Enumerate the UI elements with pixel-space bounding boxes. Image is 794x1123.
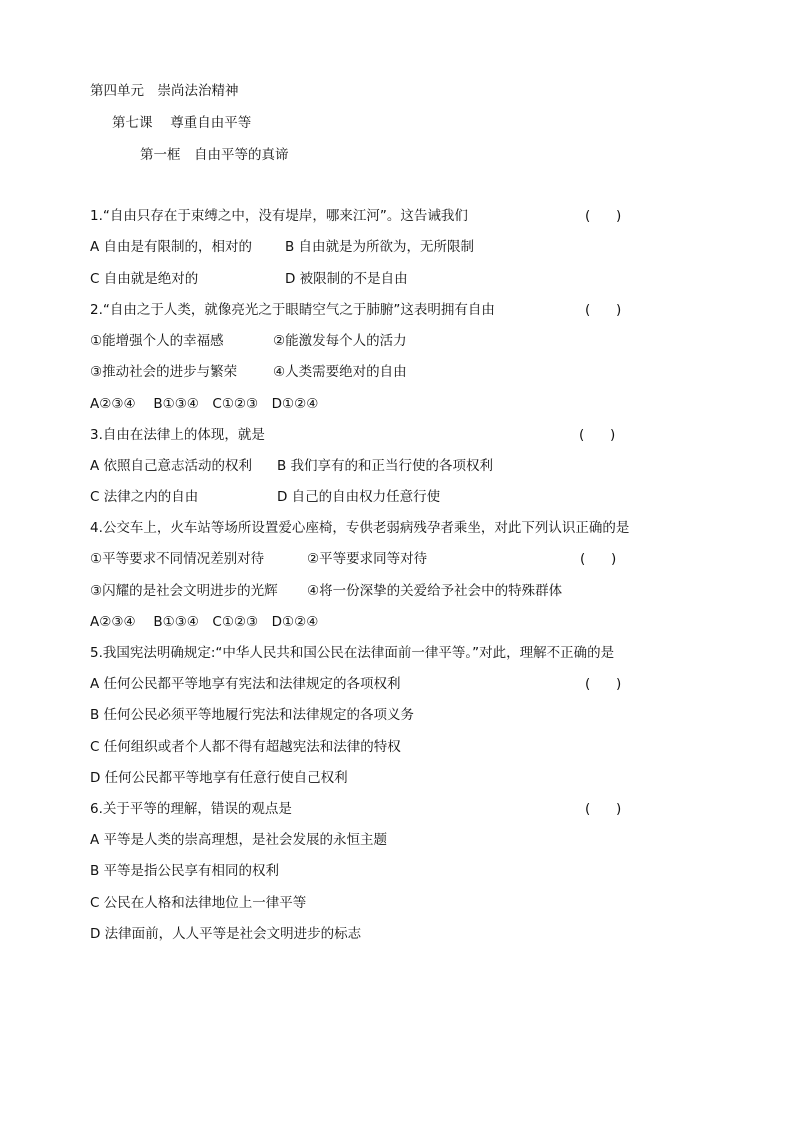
option: D 自己的自由权力任意行使 bbox=[277, 489, 441, 505]
answer-paren: ( ) bbox=[585, 302, 622, 318]
choice-row: A②③④ B①③④ C①②③ D①②④ bbox=[90, 396, 319, 412]
statement: ③推动社会的进步与繁荣 bbox=[90, 364, 238, 380]
question-1-stem: 1.“自由只存在于束缚之中，没有堤岸，哪来江河”。这告诫我们 bbox=[90, 208, 468, 224]
option: D 任何公民都平等地享有任意行使自己权利 bbox=[90, 770, 348, 786]
option: A 任何公民都平等地享有宪法和法律规定的各项权利 bbox=[90, 676, 401, 692]
option: B 自由就是为所欲为，无所限制 bbox=[285, 239, 475, 255]
question-2-stem: 2.“自由之于人类，就像亮光之于眼睛空气之于肺腑”这表明拥有自由 bbox=[90, 302, 495, 318]
choice-row: A②③④ B①③④ C①②③ D①②④ bbox=[90, 614, 319, 630]
option: C 法律之内的自由 bbox=[90, 489, 199, 505]
heading-unit: 第四单元 崇尚法治精神 bbox=[90, 83, 239, 99]
statement: ③闪耀的是社会文明进步的光辉 bbox=[90, 583, 278, 599]
option: B 我们享有的和正当行使的各项权利 bbox=[277, 458, 494, 474]
statement: ①能增强个人的幸福感 bbox=[90, 333, 224, 349]
option: C 任何组织或者个人都不得有超越宪法和法律的特权 bbox=[90, 739, 401, 755]
question-3-stem: 3.自由在法律上的体现，就是 bbox=[90, 427, 265, 443]
answer-paren: ( ) bbox=[585, 208, 622, 224]
statement: ①平等要求不同情况差别对待 bbox=[90, 551, 265, 567]
question-6-stem: 6.关于平等的理解，错误的观点是 bbox=[90, 801, 292, 817]
answer-paren: ( ) bbox=[579, 427, 616, 443]
option: D 法律面前，人人平等是社会文明进步的标志 bbox=[90, 926, 362, 942]
option: C 自由就是绝对的 bbox=[90, 271, 199, 287]
statement: ④将一份深挚的关爱给予社会中的特殊群体 bbox=[307, 583, 563, 599]
option: D 被限制的不是自由 bbox=[285, 271, 408, 287]
statement: ②能激发每个人的活力 bbox=[273, 333, 407, 349]
statement: ②平等要求同等对待 bbox=[307, 551, 428, 567]
statement: ④人类需要绝对的自由 bbox=[273, 364, 407, 380]
option: B 任何公民必须平等地履行宪法和法律规定的各项义务 bbox=[90, 707, 415, 723]
answer-paren: ( ) bbox=[580, 551, 617, 567]
option: A 平等是人类的崇高理想，是社会发展的永恒主题 bbox=[90, 832, 388, 848]
option: A 自由是有限制的，相对的 bbox=[90, 239, 253, 255]
option: A 依照自己意志活动的权利 bbox=[90, 458, 253, 474]
option: B 平等是指公民享有相同的权利 bbox=[90, 863, 280, 879]
question-4-stem: 4.公交车上，火车站等场所设置爱心座椅，专供老弱病残孕者乘坐，对此下列认识正确的是 bbox=[90, 520, 630, 536]
heading-lesson: 第七课 尊重自由平等 bbox=[112, 115, 252, 131]
heading-section: 第一框 自由平等的真谛 bbox=[140, 147, 289, 163]
question-5-stem: 5.我国宪法明确规定:“中华人民共和国公民在法律面前一律平等。”对此，理解不正确的是 bbox=[90, 645, 615, 661]
answer-paren: ( ) bbox=[585, 676, 622, 692]
option: C 公民在人格和法律地位上一律平等 bbox=[90, 895, 307, 911]
answer-paren: ( ) bbox=[585, 801, 622, 817]
